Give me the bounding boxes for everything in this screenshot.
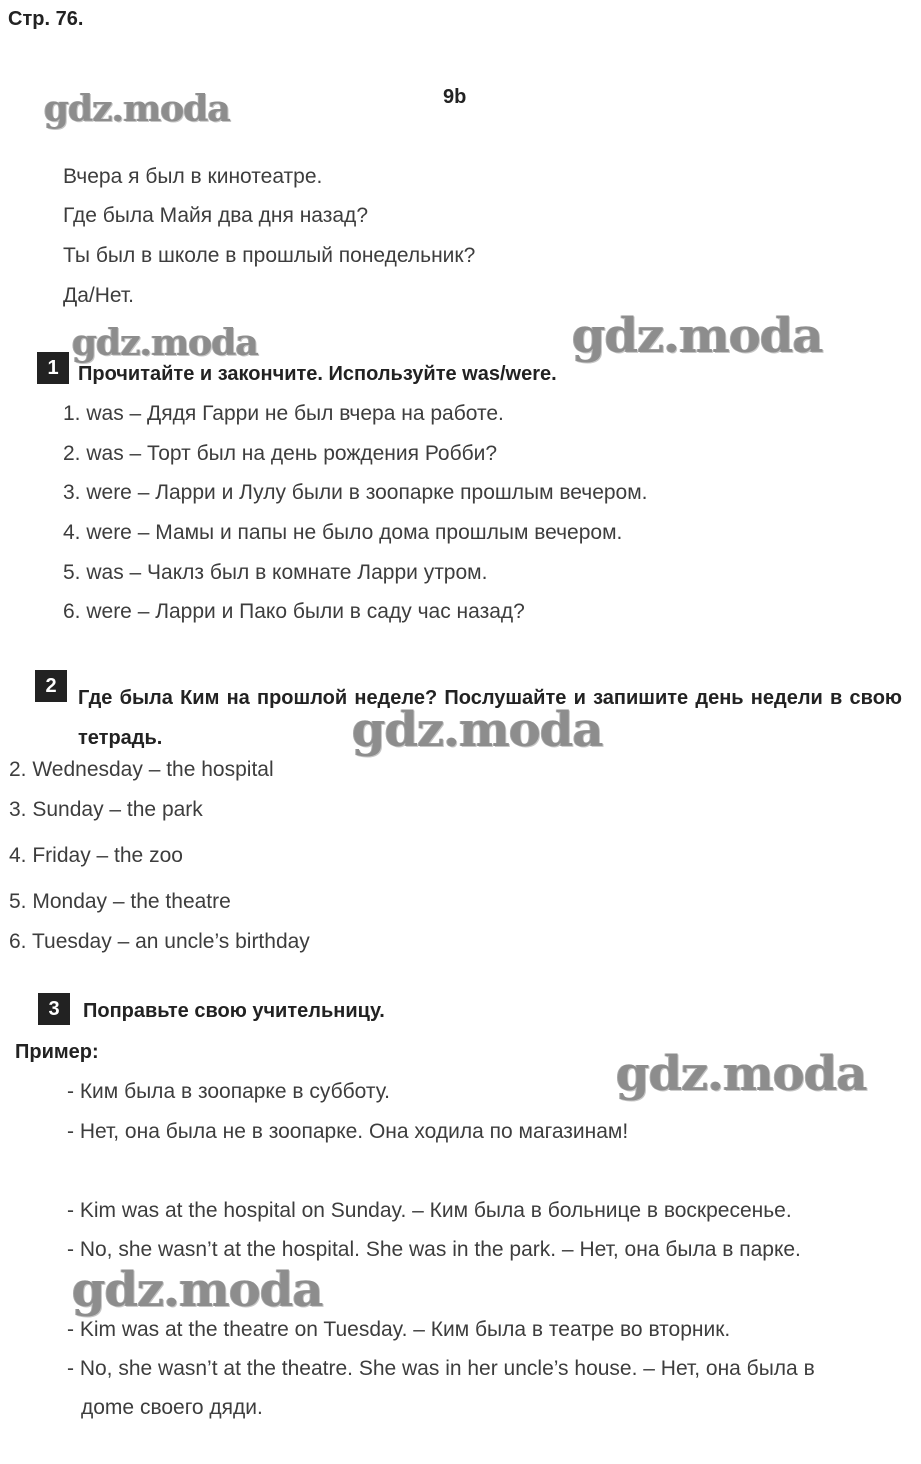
watermark-logo: gdz.moda <box>616 1046 867 1102</box>
task2-item: 6. Tuesday – an uncle’s birthday <box>9 930 310 953</box>
task1-item: 6. were – Ларри и Пако были в саду час назад? <box>63 600 525 623</box>
intro-line: Ты был в школе в прошлый понедельник? <box>63 244 476 267</box>
intro-line: Да/Нет. <box>63 284 135 307</box>
page-reference: Стр. 76. <box>8 8 84 30</box>
intro-line: Вчера я был в кинотеатре. <box>63 165 323 188</box>
answer-line: - Kim was at the hospital on Sunday. – Ким была в больнице в воскресенье. <box>67 1199 792 1222</box>
intro-line: Где была Майя два дня назад? <box>63 204 368 227</box>
task1-item: 2. was – Торт был на день рождения Робби? <box>63 442 498 465</box>
task1-item: 5. was – Чаклз был в комнате Ларри утром. <box>63 561 488 584</box>
example-line: - Нет, она была не в зоопарке. Она ходила по магазинам! <box>67 1120 629 1143</box>
task1-item: 1. was – Дядя Гарри не был вчера на работе. <box>63 402 504 425</box>
task2-item: 2. Wednesday – the hospital <box>9 758 274 781</box>
task-number-badge: 3 <box>38 993 70 1025</box>
task2-item: 3. Sunday – the park <box>9 798 203 821</box>
task1-item: 3. were – Ларри и Лулу были в зоопарке прошлым вечером. <box>63 481 648 504</box>
task3-heading: Поправьте свою учительницу. <box>83 1000 385 1022</box>
watermark-logo: gdz.moda <box>352 702 603 758</box>
task1-item: 4. were – Мамы и папы не было дома прошлым вечером. <box>63 521 623 544</box>
answer-line: дome своего дяди. <box>81 1396 263 1419</box>
section-title: 9b <box>443 86 467 108</box>
task-number-badge: 1 <box>37 352 69 384</box>
example-label: Пример: <box>15 1041 99 1063</box>
watermark-logo: gdz.moda <box>572 308 823 364</box>
answer-line: - No, she wasn’t at the theatre. She was in her uncle’s house. – Нет, она была в <box>67 1357 815 1380</box>
task2-item: 5. Monday – the theatre <box>9 890 231 913</box>
answer-line: - No, she wasn’t at the hospital. She was in the park. – Нет, она была в парке. <box>67 1238 801 1261</box>
task-number-badge: 2 <box>35 670 67 702</box>
watermark-logo: gdz.moda <box>44 88 230 130</box>
answer-line: - Kim was at the theatre on Tuesday. – Ким была в театре во вторник. <box>67 1318 731 1341</box>
task2-heading: Где была Ким на прошлой неделе? Послушайте и запишите день недели в свою тетрадь. <box>78 687 902 749</box>
example-line: - Ким была в зоопарке в субботу. <box>67 1080 390 1103</box>
watermark-logo: gdz.moda <box>72 1262 323 1318</box>
watermark-logo: gdz.moda <box>72 322 258 364</box>
task2-item: 4. Friday – the zoo <box>9 844 183 867</box>
task1-heading: Прочитайте и закончите. Используйте was/were. <box>78 363 557 385</box>
